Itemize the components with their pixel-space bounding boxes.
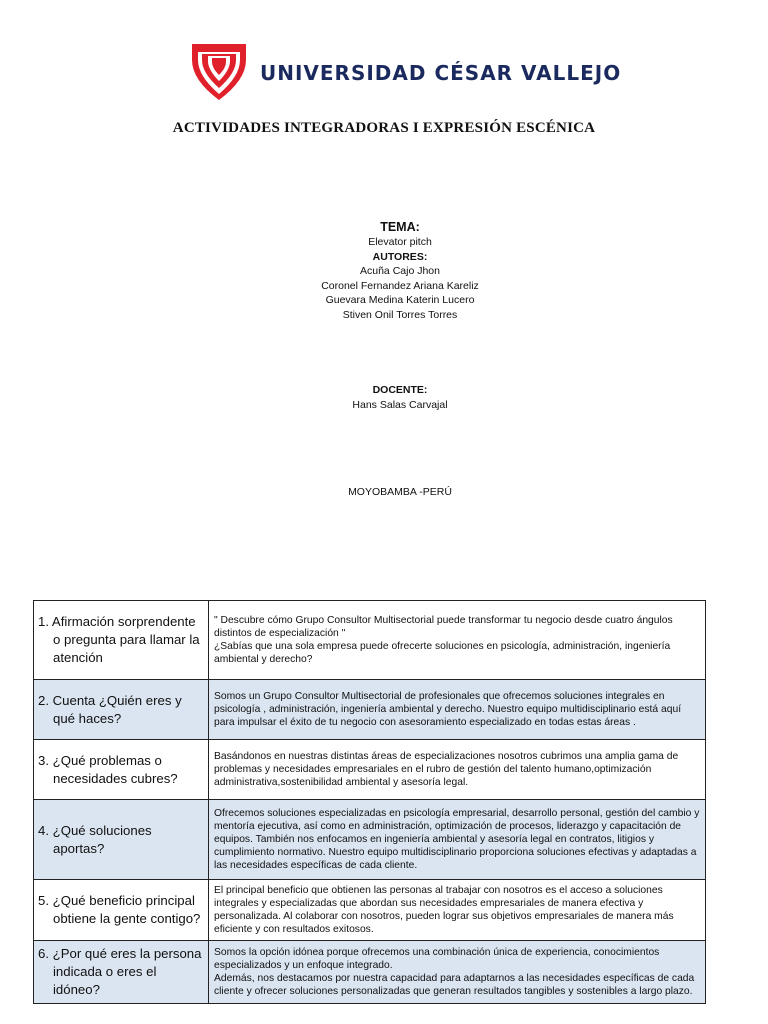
answer-text: Somos la opción idónea porque ofrecemos una combinación única de experiencia, conocimientos especializados y un enfoque integrado. Además, nos destacamos por nuestra capacidad para adaptarnos a las necesidades específicas de cada cliente y ofrecer soluciones personalizadas que generan resultados tangibles y sostenibles a largo plazo.	[214, 947, 695, 997]
question-text: 2. Cuenta ¿Quién eres y qué haces?	[38, 692, 182, 726]
ucv-shield-icon	[190, 42, 248, 102]
docente-value: Hans Salas Carvajal	[352, 398, 448, 411]
answer-text: " Descubre cómo Grupo Consultor Multisectorial puede transformar tu negocio desde cuatro ángulos distintos de especialización " ¿Sabías que una sola empresa puede ofrecerte soluciones en psicología, administración, ingeniería ambiental y derecho?	[214, 615, 673, 665]
answer-cell	[209, 880, 706, 941]
answer-cell	[209, 680, 706, 740]
question-cell	[34, 680, 209, 740]
location-section	[0, 485, 768, 500]
question-text: 1. Afirmación sorprendente o pregunta para llamar la atención	[38, 614, 200, 665]
table-row	[34, 601, 706, 680]
autores-label: AUTORES:	[372, 250, 428, 263]
question-text: 5. ¿Qué beneficio principal obtiene la gente contigo?	[38, 893, 201, 926]
table-row	[34, 800, 706, 880]
question-text: 6. ¿Por qué eres la persona indicada o eres el idóneo?	[38, 946, 202, 997]
question-cell	[34, 941, 209, 1004]
table-row	[34, 740, 706, 800]
docente-label: DOCENTE:	[372, 384, 428, 396]
docente-section	[0, 383, 768, 412]
answer-text: El principal beneficio que obtienen las personas al trabajar con nosotros es el acceso a soluciones integrales y especializadas que abordan sus necesidades empresariales de manera efectiva y personalizada. Al colaborar con nosotros, pueden lograr sus objetivos empresariales de manera más eficiente y con resultados exitosos.	[214, 885, 674, 935]
answer-cell	[209, 941, 706, 1004]
question-text: 4. ¿Qué soluciones aportas?	[38, 822, 152, 856]
answer-cell	[209, 800, 706, 880]
document-title: ACTIVIDADES INTEGRADORAS I EXPRESIÓN ESCÉNICA	[172, 120, 596, 136]
question-cell	[34, 740, 209, 800]
answer-text: Basándonos en nuestras distintas áreas de especializaciones nosotros cubrimos una amplia gama de problemas y necesidades empresariales en el rubro de gestión del talento humano,optimización administrativa,sostenibilidad ambiental y asesoría legal.	[214, 751, 679, 788]
university-name: UNIVERSIDAD CÉSAR VALLEJO	[260, 61, 622, 85]
location-text: MOYOBAMBA -PERÚ	[348, 486, 452, 498]
question-cell	[34, 601, 209, 680]
answer-text: Somos un Grupo Consultor Multisectorial de profesionales que ofrecemos soluciones integrales en psicología , administración, ingeniería ambiental y derecho. Nuestro equipo multidisciplinario está aquí para impulsar el éxito de tu negocio con asesoramiento especializado en todas estas áreas .	[214, 691, 682, 728]
table-row	[34, 880, 706, 941]
elevator-pitch-table	[33, 600, 706, 1004]
tema-value: Elevator pitch	[368, 236, 432, 248]
tema-section	[0, 219, 768, 323]
question-cell	[34, 880, 209, 941]
answer-cell	[209, 740, 706, 800]
answer-cell	[209, 601, 706, 680]
answer-text: Ofrecemos soluciones especializadas en psicología empresarial, desarrollo personal, gestión del cambio y mentoría ejecutiva, así como en administración, optimización de procesos, liderazgo y capacitación de equipos. También nos enfocamos en ingeniería ambiental y asesoría legal en contratos, litigios y cumplimiento normativo. Nuestro equipo multidisciplinario proporciona soluciones efectivas y adaptadas a las necesidades específicas de cada cliente.	[214, 808, 700, 871]
author-name: Acuña Cajo Jhon	[360, 265, 440, 278]
question-cell	[34, 800, 209, 880]
author-name: Stiven Onil Torres Torres	[342, 308, 458, 321]
tema-label: TEMA:	[380, 220, 420, 234]
university-logo	[190, 42, 622, 102]
author-name: Guevara Medina Katerin Lucero	[325, 294, 475, 307]
table-row	[34, 680, 706, 740]
question-text: 3. ¿Qué problemas o necesidades cubres?	[38, 752, 178, 786]
author-name: Coronel Fernandez Ariana Kareliz	[321, 279, 479, 292]
table-row	[34, 941, 706, 1004]
